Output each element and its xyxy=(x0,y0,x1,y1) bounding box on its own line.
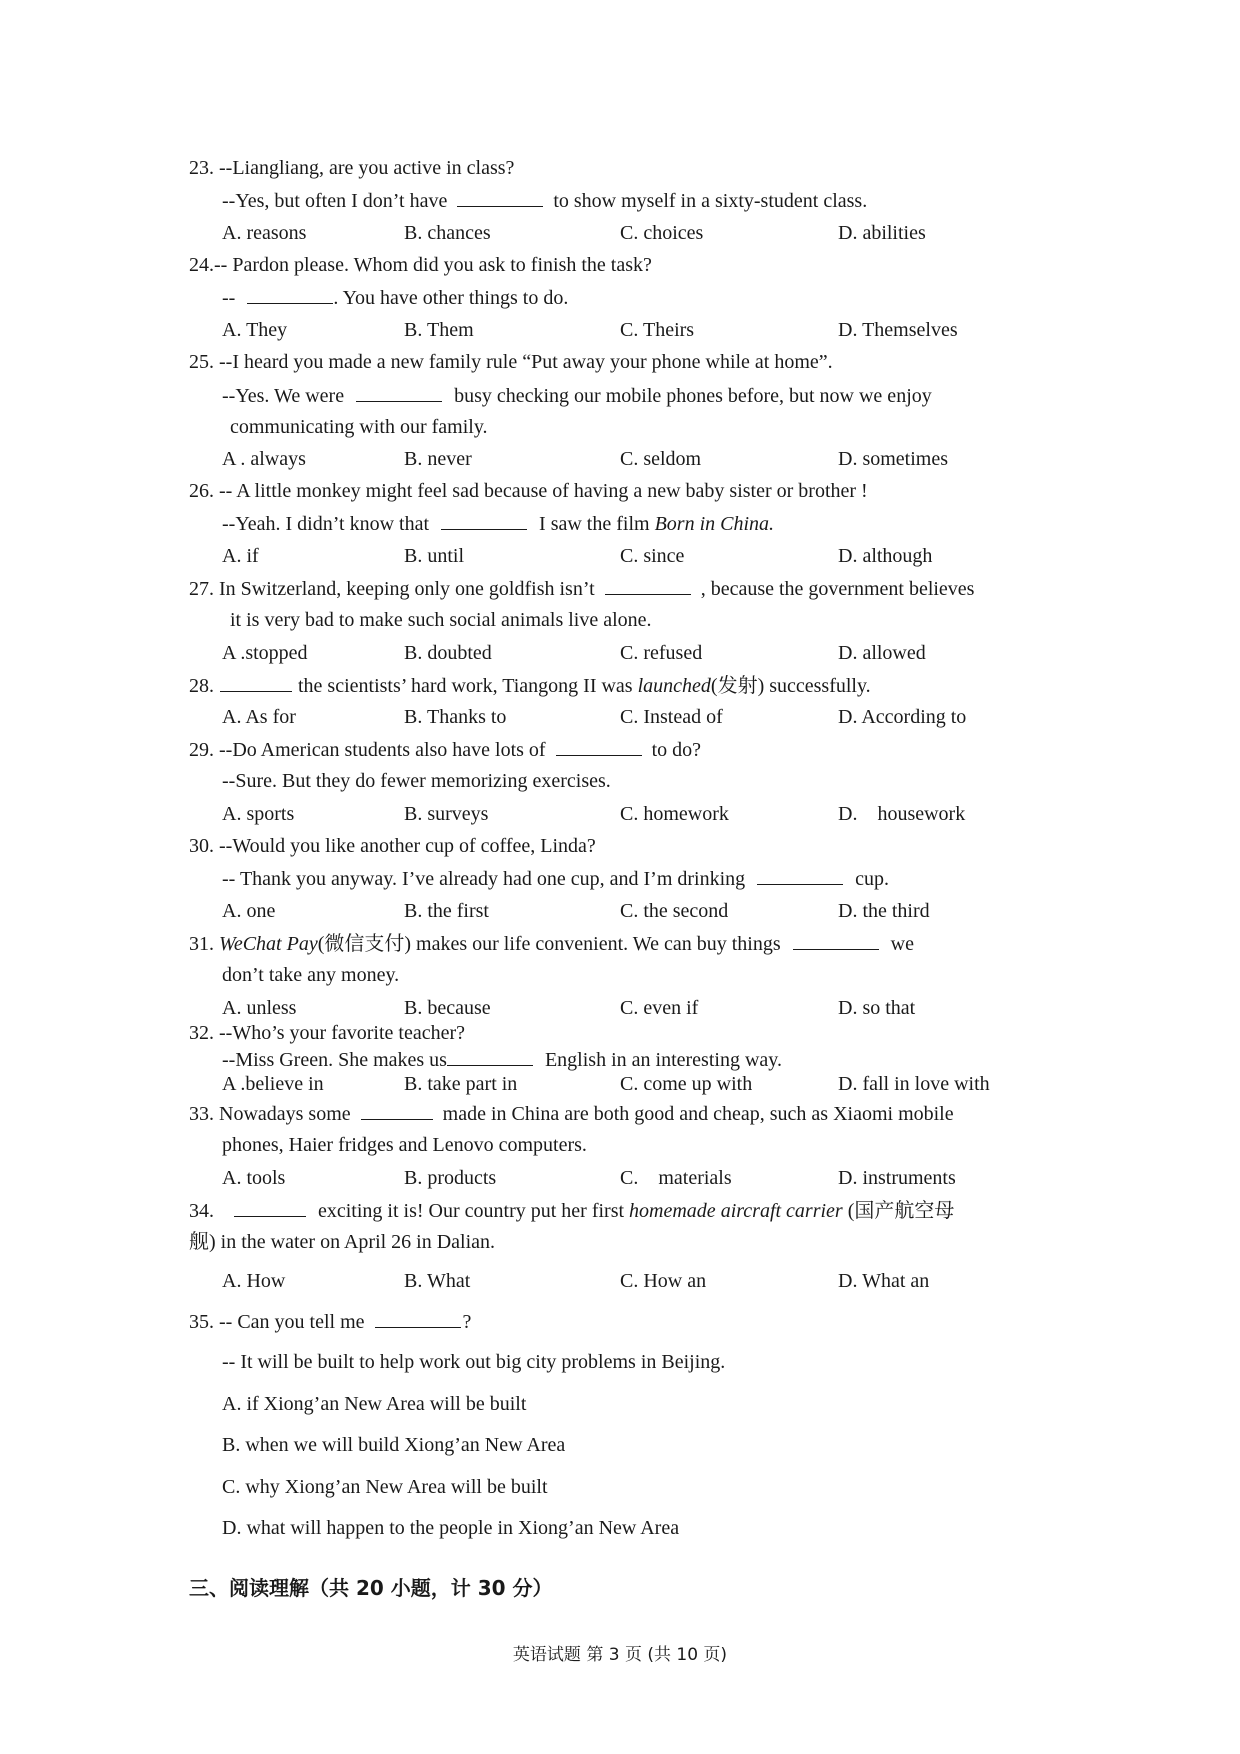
q31-stem-cont: don’t take any money. xyxy=(222,964,400,986)
answer-blank xyxy=(361,1101,433,1120)
q23-stem: 23. --Liangliang, are you active in class? xyxy=(189,157,515,179)
q30-option-a: A. one xyxy=(222,900,276,922)
q31-option-c: C. even if xyxy=(620,997,699,1019)
answer-blank xyxy=(447,1047,533,1066)
q24-response: -- . You have other things to do. xyxy=(222,287,569,309)
q26-response: --Yeah. I didn’t know that I saw the film Born in China. xyxy=(222,513,775,535)
q28-option-b: B. Thanks to xyxy=(404,706,507,728)
q30-option-d: D. the third xyxy=(838,900,930,922)
q33-option-d: D. instruments xyxy=(838,1167,956,1189)
q26-option-a: A. if xyxy=(222,545,259,567)
q23-option-a: A. reasons xyxy=(222,222,307,244)
q23-option-c: C. choices xyxy=(620,222,704,244)
q25-response-cont: communicating with our family. xyxy=(230,416,488,438)
q30-stem: 30. --Would you like another cup of coffee, Linda? xyxy=(189,835,596,857)
q33-stem: 33. Nowadays some made in China are both good and cheap, such as Xiaomi mobile xyxy=(189,1103,954,1125)
answer-blank xyxy=(356,383,442,402)
q31-option-d: D. so that xyxy=(838,997,916,1019)
q27-stem-cont: it is very bad to make such social animals live alone. xyxy=(230,609,652,631)
q32-response: --Miss Green. She makes us English in an interesting way. xyxy=(222,1049,782,1071)
q33-option-b: B. products xyxy=(404,1167,497,1189)
q35-stem: 35. -- Can you tell me ? xyxy=(189,1311,472,1333)
q34-option-d: D. What an xyxy=(838,1270,930,1292)
q33-stem-cont: phones, Haier fridges and Lenovo computers. xyxy=(222,1134,587,1156)
q29-option-c: C. homework xyxy=(620,803,729,825)
answer-blank xyxy=(757,866,843,885)
answer-blank xyxy=(247,285,333,304)
q28-stem: 28. the scientists’ hard work, Tiangong II was launched(发射) successfully. xyxy=(189,675,871,697)
q27-option-d: D. allowed xyxy=(838,642,926,664)
q34-option-a: A. How xyxy=(222,1270,286,1292)
q24-option-a: A. They xyxy=(222,319,288,341)
q25-response: --Yes. We were busy checking our mobile phones before, but now we enjoy xyxy=(222,385,932,407)
q33-option-c: C. materials xyxy=(620,1167,732,1189)
q29-stem: 29. --Do American students also have lots of to do? xyxy=(189,739,702,761)
q34-option-c: C. How an xyxy=(620,1270,707,1292)
q29-option-b: B. surveys xyxy=(404,803,489,825)
q32-stem: 32. --Who’s your favorite teacher? xyxy=(189,1022,465,1044)
q27-option-b: B. doubted xyxy=(404,642,492,664)
q23-response: --Yes, but often I don’t have to show myself in a sixty-student class. xyxy=(222,190,868,212)
q31-option-b: B. because xyxy=(404,997,491,1019)
answer-blank xyxy=(457,188,543,207)
q25-option-a: A . always xyxy=(222,448,306,470)
q31-stem: 31. WeChat Pay(微信支付) makes our life convenient. We can buy things we xyxy=(189,933,914,955)
q27-option-c: C. refused xyxy=(620,642,703,664)
q26-stem: 26. -- A little monkey might feel sad because of having a new baby sister or brother ! xyxy=(189,480,868,502)
q28-option-c: C. Instead of xyxy=(620,706,723,728)
q27-option-a: A .stopped xyxy=(222,642,308,664)
q30-option-c: C. the second xyxy=(620,900,729,922)
q32-option-a: A .believe in xyxy=(222,1073,324,1095)
q35-option-d: D. what will happen to the people in Xiong’an New Area xyxy=(222,1517,680,1539)
q35-option-a: A. if Xiong’an New Area will be built xyxy=(222,1393,527,1415)
q35-option-b: B. when we will build Xiong’an New Area xyxy=(222,1434,566,1456)
q24-stem: 24.-- Pardon please. Whom did you ask to finish the task? xyxy=(189,254,652,276)
q23-option-d: D. abilities xyxy=(838,222,926,244)
q32-option-d: D. fall in love with xyxy=(838,1073,990,1095)
q24-option-d: D. Themselves xyxy=(838,319,958,341)
q25-option-c: C. seldom xyxy=(620,448,702,470)
q25-stem: 25. --I heard you made a new family rule “Put away your phone while at home”. xyxy=(189,351,833,373)
q26-option-b: B. until xyxy=(404,545,465,567)
q27-stem: 27. In Switzerland, keeping only one goldfish isn’t , because the government believes xyxy=(189,578,975,600)
q35-option-c: C. why Xiong’an New Area will be built xyxy=(222,1476,548,1498)
q25-option-b: B. never xyxy=(404,448,472,470)
q29-option-a: A. sports xyxy=(222,803,295,825)
q29-response: --Sure. But they do fewer memorizing exercises. xyxy=(222,770,611,792)
answer-blank xyxy=(220,673,292,692)
q34-stem-cont: 舰) in the water on April 26 in Dalian. xyxy=(189,1231,496,1253)
answer-blank xyxy=(375,1309,461,1328)
q35-response: -- It will be built to help work out big city problems in Beijing. xyxy=(222,1351,726,1373)
answer-blank xyxy=(441,511,527,530)
answer-blank xyxy=(793,931,879,950)
q26-option-d: D. although xyxy=(838,545,933,567)
q24-option-b: B. Them xyxy=(404,319,474,341)
q26-option-c: C. since xyxy=(620,545,685,567)
q33-option-a: A. tools xyxy=(222,1167,286,1189)
q28-option-a: A. As for xyxy=(222,706,296,728)
q24-option-c: C. Theirs xyxy=(620,319,695,341)
q34-stem: 34. exciting it is! Our country put her first homemade aircraft carrier (国产航空母 xyxy=(189,1200,955,1222)
q31-option-a: A. unless xyxy=(222,997,297,1019)
section-heading: 三、阅读理解（共 20 小题，计 30 分） xyxy=(189,1576,553,1600)
q23-option-b: B. chances xyxy=(404,222,491,244)
q30-option-b: B. the first xyxy=(404,900,489,922)
q30-response: -- Thank you anyway. I’ve already had one cup, and I’m drinking cup. xyxy=(222,868,890,890)
q32-option-b: B. take part in xyxy=(404,1073,518,1095)
page-footer: 英语试题 第 3 页 (共 10 页) xyxy=(512,1645,728,1665)
q34-option-b: B. What xyxy=(404,1270,471,1292)
answer-blank xyxy=(556,737,642,756)
answer-blank xyxy=(234,1198,306,1217)
q32-option-c: C. come up with xyxy=(620,1073,753,1095)
q25-option-d: D. sometimes xyxy=(838,448,948,470)
q29-option-d: D. housework xyxy=(838,803,966,825)
q28-option-d: D. According to xyxy=(838,706,967,728)
answer-blank xyxy=(605,576,691,595)
